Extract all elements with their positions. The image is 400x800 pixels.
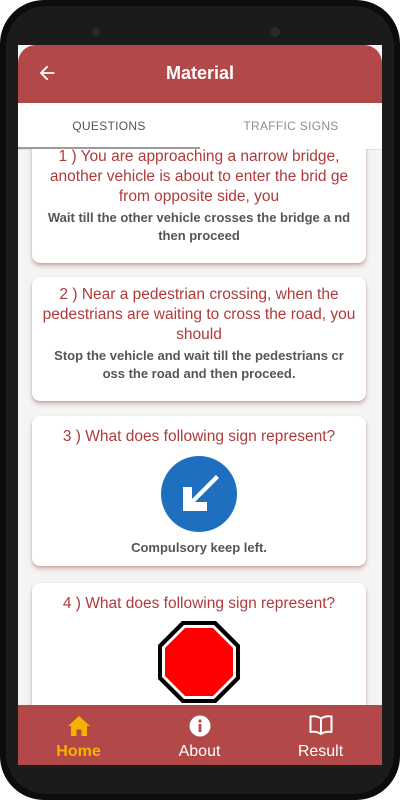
tab-questions[interactable] [18, 103, 200, 149]
answer-text: Wait till the other vehicle crosses the bridge a nd then proceed [47, 210, 351, 243]
question-card-1[interactable] [32, 149, 366, 263]
answer-text: Compulsory keep left. [131, 540, 267, 555]
nav-result[interactable] [260, 705, 381, 765]
question-text: 4 ) What does following sign represent? [62, 595, 336, 612]
sensor-dot [92, 28, 100, 36]
nav-about[interactable] [139, 705, 260, 765]
question-card-4[interactable] [32, 583, 366, 705]
front-camera [270, 27, 280, 37]
question-list[interactable] [18, 149, 382, 705]
question-card-2[interactable] [32, 277, 366, 401]
tab-questions-label: QUESTIONS [72, 119, 146, 133]
book-icon [309, 715, 333, 735]
question-text: 1 ) You are approaching a narrow bridge, another vehicle is about to enter the brid ge from opposite side, you [49, 149, 349, 205]
compulsory-keep-left-sign-icon [158, 453, 240, 535]
page-title: Material [165, 63, 235, 83]
nav-home[interactable] [18, 705, 139, 765]
tab-bar [18, 103, 382, 150]
nav-about-label: About [178, 743, 221, 760]
tab-traffic-signs[interactable] [200, 103, 382, 149]
question-text: 2 ) Near a pedestrian crossing, when the pedestrians are waiting to cross the road, you should [42, 286, 356, 343]
question-card-3[interactable] [32, 416, 366, 566]
question-text: 3 ) What does following sign represent? [62, 428, 336, 445]
bottom-navigation [18, 705, 382, 765]
answer-text: Stop the vehicle and wait till the pedestrians cr oss the road and then proceed. [54, 348, 344, 381]
app-screen [18, 45, 382, 765]
app-bar [18, 45, 382, 103]
nav-home-label: Home [56, 743, 101, 760]
home-icon [67, 715, 91, 737]
info-icon [189, 715, 211, 737]
nav-result-label: Result [297, 743, 344, 760]
stop-sign-icon [157, 620, 241, 704]
tab-traffic-signs-label: TRAFFIC SIGNS [243, 119, 339, 133]
